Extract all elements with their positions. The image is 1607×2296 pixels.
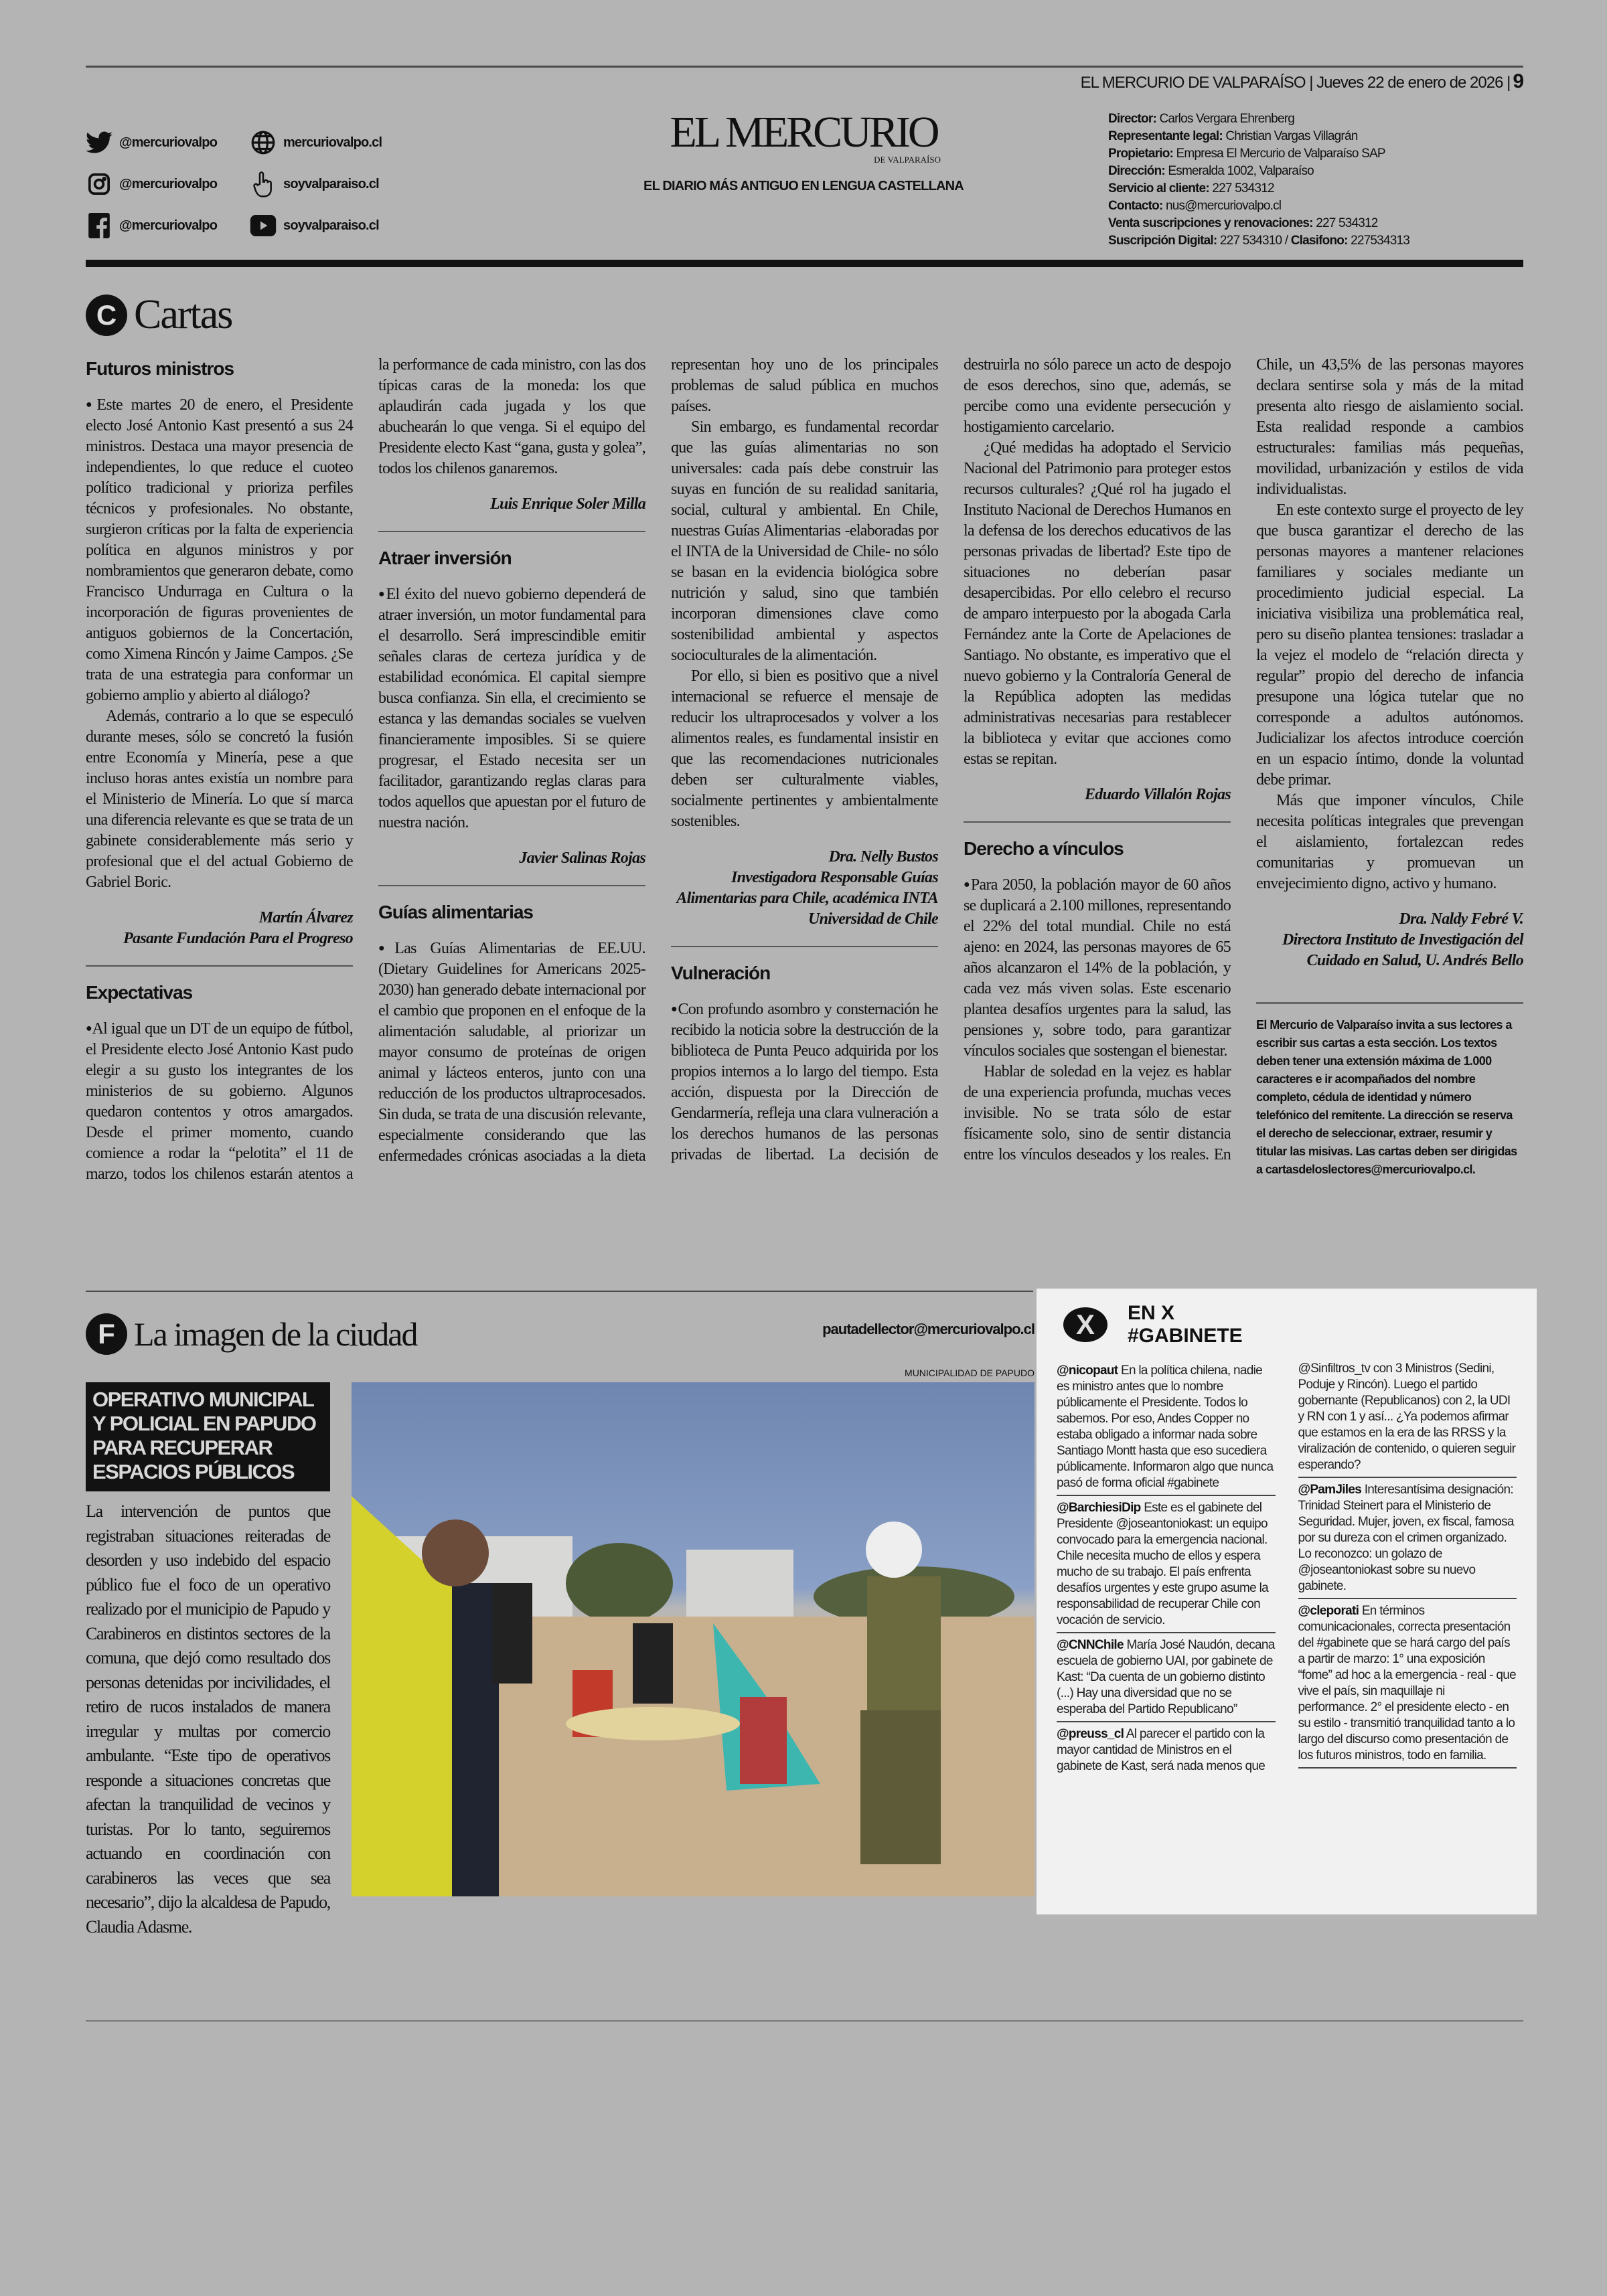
tweet-item: [1298, 1601, 1517, 1769]
letter-title: Guías alimentarias: [378, 902, 534, 922]
letter-signature: [1256, 909, 1523, 971]
letter-signature: [378, 494, 645, 515]
staff-line: Director: Carlos Vergara Ehrenberg: [1108, 112, 1295, 126]
signature-line: Investigadora Responsable Guías Alimentarias para Chile, académica INTA Universidad de Chile: [676, 869, 938, 928]
tweet-text: En términos comunicacionales, correcta presentación del #gabinete que se hará cargo del país a partir de marzo: 1° una exposición “fome” ad hoc a la emergencia - real - que vive el país, sin maquillaje ni performance. 2° el presidente electo - en su estilo - transmitió tranquilidad tanto a lo largo del discurso como presentación de los futuros ministros, todo en familia.: [1298, 1604, 1516, 1762]
tweet-handle[interactable]: @nicopaut: [1057, 1364, 1118, 1378]
en-x-heading: [1063, 1302, 1517, 1347]
social-links: [86, 129, 417, 239]
cartas-heading: [86, 291, 232, 339]
tweet-handle[interactable]: @cleporati: [1298, 1604, 1359, 1618]
staff-line: Dirección: Esmeralda 1002, Valparaíso: [1108, 164, 1314, 178]
globe-icon: [250, 129, 277, 156]
letters-submission-note: El Mercurio de Valparaíso invita a sus lectores a escribir sus cartas a esta sección. Los textos deben tener una extensión máxima de 1.000 caracteres e ir acompañados del nombre completo, cédula de identidad y número telefónico del remitente. La dirección se reserva el derecho de seleccionar, extraer, resumir y titular las misivas. Las cartas deben ser dirigidas a cartasdeloslectores@mercuriovalpo.cl.: [1256, 1002, 1523, 1179]
letter-paragraph: Además, contrario a lo que se especuló durante meses, sólo se concretó la fusión entre Economía y Minería, pese a que incluso horas antes existía un nombre para el Ministerio de Minería. Lo que sí marca una diferencia relevante es que se trata de un gabinete considerablemente más serio y profesional que el del actual Gobierno de Gabriel Boric.: [86, 708, 353, 891]
letter-paragraph: En este contexto surge el proyecto de ley que busca garantizar el derecho de las personas mayores a mantener relaciones familiares y sociales mediante un procedimiento judicial especial. La iniciativa visibiliza una problemática real, pero su diseño plantea tensiones: trasladar a la vejez el modelo de “relación directa y regular” propio del derecho de infancia presupone una lógica tutelar que no corresponde a adultos autónomos. Judicializar los afectos introduce coerción en un espacio íntimo, donde la voluntad debe primar.: [1256, 501, 1523, 789]
letters-columns: [86, 355, 1523, 1185]
signature-line: Eduardo Villalón Rojas: [1084, 786, 1231, 803]
tweet-handle[interactable]: @preuss_cl: [1057, 1727, 1124, 1741]
youtube-url: soyvalparaiso.cl: [283, 218, 379, 233]
letter-title: Expectativas: [86, 982, 193, 1003]
letter-title: Futuros ministros: [86, 358, 234, 379]
twitter-handle: @mercuriovalpo: [119, 135, 218, 150]
facebook-link[interactable]: [86, 212, 250, 239]
logo-name: EL MERCURIO: [670, 108, 937, 157]
cartas-badge: C: [86, 295, 127, 336]
page-number: 9: [1513, 70, 1523, 92]
staff-line: Suscripción Digital: 227 534310 / Clasifono: 227534313: [1108, 234, 1410, 248]
letter-paragraph: Hablar de soledad en la vejez es hablar de una experiencia profunda, muchas veces invisible. No se trata sólo de estar físicamente solo, sino de sentir distancia entre los vínculos deseados y los reales. En Chile, un 43,5% de las personas mayores declara sentirse sola y más de la mitad presenta alto riesgo de aislamiento social. Esta realidad responde a cambios estructurales: familias más pequeñas, movilidad, urbanización y estilos de vida individualistas.: [964, 356, 1523, 1163]
tweet-handle[interactable]: @CNNChile: [1057, 1638, 1124, 1652]
x-logo-icon: X: [1063, 1307, 1107, 1342]
en-x-box: [1037, 1289, 1537, 1914]
tweet-handle[interactable]: @BarchiesiDip: [1057, 1501, 1141, 1515]
letter-paragraph: ● Las Guías Alimentarias de EE.UU. (Dietary Guidelines for Americans 2025-2030) han generado debate internacional por el cambio que proponen en el enfoque de la alimentación saludable, al priorizar un mayor consumo de proteínas de origen animal y lácteos enteros, junto con una reducción de los productos ultraprocesados. Sin duda, se trata de una discusión relevante, especialmente considerando que las enfermedades crónicas asociadas a la dieta representan hoy uno de los principales problemas de salud pública en muchos países.: [378, 355, 938, 1185]
signature-line: Dra. Naldy Febré V.: [1399, 910, 1523, 928]
dateline: [1081, 70, 1523, 93]
soyvalparaiso-url: soyvalparaiso.cl: [283, 176, 379, 191]
letter-paragraph: ● El éxito del nuevo gobierno dependerá de atraer inversión, un motor fundamental para el desarrollo. Será imprescindible emitir señales claras de certeza jurídica y de estabilidad económica. El capital siempre busca confianza. Sin ella, el crecimiento se estanca y las demandas sociales se vuelven financieramente imposibles. Si se quiere progresar, el Estado necesita ser un facilitador, garantizando reglas claras para todos aquellos que apuestan por el futuro de nuestra nación.: [378, 584, 645, 833]
letter-title: Vulneración: [671, 963, 771, 983]
instagram-handle: @mercuriovalpo: [119, 176, 218, 191]
tagline: EL DIARIO MÁS ANTIGUO EN LENGUA CASTELLANA: [643, 179, 964, 193]
letter-signature: [86, 908, 353, 949]
tweet-text: Al parecer el partido con la mayor cantidad de Ministros en el gabinete de Kast, será nada menos que @Sinfiltros_tv con 3 Ministros (Sedini, Poduje y Rincón). Luego el partido gobernante (Republicanos) con 2, la UDI y RN con 1 y así... ¿Ya podemos afirmar que estamos en la era de las RRSS y la viralización de contenido, o quieren seguir esperando?: [1057, 1362, 1516, 1773]
letter-signature: [378, 848, 645, 869]
facebook-icon: [86, 212, 112, 239]
signature-line: Dra. Nelly Bustos: [828, 848, 938, 866]
city-headline: OPERATIVO MUNICIPAL Y POLICIAL EN PAPUDO PARA RECUPERAR ESPACIOS PÚBLICOS: [86, 1382, 330, 1491]
city-title: La imagen de la ciudad: [134, 1315, 417, 1353]
staff-line: Contacto: nus@mercuriovalpo.cl: [1108, 199, 1282, 213]
reader-email[interactable]: pautadellector@mercuriovalpo.cl: [822, 1321, 1035, 1337]
city-heading: [86, 1313, 416, 1355]
letter-title: Atraer inversión: [378, 548, 512, 568]
tweet-list: [1057, 1361, 1517, 1775]
signature-line: Pasante Fundación Para el Progreso: [123, 930, 353, 947]
twitter-link[interactable]: [86, 129, 250, 156]
website-link[interactable]: [250, 129, 417, 156]
tweet-item: [1057, 1635, 1276, 1722]
staff-line: Venta suscripciones y renovaciones: 227 534312: [1108, 216, 1378, 230]
tweet-item: [1298, 1480, 1517, 1599]
letter-paragraph: Más que imponer vínculos, Chile necesita políticas integrales que prevengan el aislamiento, fortalezcan redes comunitarias y promuevan un envejecimiento digno, activo y humano.: [1256, 792, 1523, 892]
signature-line: Directora Instituto de Investigación del Cuidado en Salud, U. Andrés Bello: [1282, 931, 1523, 969]
letter-article: [378, 547, 645, 886]
photo-credit: MUNICIPALIDAD DE PAPUDO: [905, 1368, 1035, 1378]
tweet-text: En la política chilena, nadie es ministro antes que lo nombre públicamente el Presidente. Todos lo sabemos. Por eso, Andes Copper no estaba obligado a informar nada sobre Santiago Montt hasta que eso sucediera públicamente. Informaron algo que nunca pasó de forma oficial #gabinete: [1057, 1364, 1274, 1490]
bottom-rule: [86, 2020, 1523, 2022]
instagram-icon: [86, 171, 112, 197]
signature-line: Luis Enrique Soler Milla: [490, 495, 645, 513]
letter-paragraph: ● Para 2050, la población mayor de 60 años se duplicará a 2.100 millones, representando el 22% del total mundial. Chile no está ajeno: en 2024, las personas mayores de 65 años alcanzaron el 14% de la población, y cada vez más viven solas. Este escenario plantea desafíos urgentes para la salud, las pensiones y, sobre todo, para garantizar vínculos sociales que sostengan el bienestar.: [964, 874, 1231, 1062]
signature-line: Martín Álvarez: [258, 909, 353, 926]
en-x-hashtag: #GABINETE: [1128, 1325, 1243, 1347]
youtube-link[interactable]: [250, 212, 417, 239]
letter-signature: [964, 785, 1231, 805]
section-rule: [86, 1291, 1033, 1292]
hand-pointer-icon: [250, 171, 277, 197]
tweet-text: Este es el gabinete del Presidente @joseantoniokast: un equipo convocado para la emergencia nacional. Chile necesita mucho de ellos y espera mucho de su trabajo. El país enfrenta desafíos urgentes y este grupo asume la responsabilidad de recuperar Chile con vocación de servicio.: [1057, 1501, 1268, 1627]
website-url: mercuriovalpo.cl: [283, 135, 382, 150]
facebook-handle: @mercuriovalpo: [119, 218, 218, 233]
twitter-icon: [86, 129, 112, 156]
city-badge: F: [86, 1313, 127, 1355]
tweet-handle[interactable]: @PamJiles: [1298, 1483, 1362, 1497]
masthead: [603, 110, 1004, 194]
letter-paragraph: ¿Qué medidas ha adoptado el Servicio Nacional del Patrimonio para proteger estos recursos culturales? ¿Qué rol ha jugado el Instituto Nacional de Derechos Humanos en la defensa de los derechos educativos de las personas privadas de libertad? Este tipo de situaciones no deberían pasar desapercibidas. Por ello celebro el recurso de amparo interpuesto por la abogada Carla Fernández ante la Corte de Apelaciones de Santiago. No obstante, es imperativo que el nuevo gobierno y la Contraloría General de la República adopten las medidas administrativas necesarias para restablecer la biblioteca y evitar que acciones como estas se repitan.: [964, 439, 1231, 768]
logo-sub: DE VALPARAÍSO: [874, 155, 941, 165]
city-body: La intervención de puntos que registraban situaciones reiteradas de desorden y uso indebido del espacio público fue el foco de un operativo realizado por el municipio de Papudo y Carabineros en distintos sectores de la comuna, que dejó como resultado dos personas detenidas por incivilidades, el retiro de rucos instalados de manera irregular y multas por comercio ambulante. “Este tipo de operativos responde a situaciones concretas que afectan la tranquilidad de vecinos y turistas. Por lo tanto, seguiremos actuando en coordinación con carabineros las veces que sea necesario”, dijo la alcaldesa de Papudo, Claudia Adasme.: [86, 1501, 330, 1937]
staff-line: Servicio al cliente: 227 534312: [1108, 181, 1274, 195]
header-bar: [86, 260, 1523, 267]
beach-photo: [352, 1382, 1035, 1896]
signature-line: Javier Salinas Rojas: [519, 849, 645, 867]
tweet-item: [1057, 1361, 1276, 1496]
en-x-title: EN X: [1128, 1302, 1175, 1324]
staff-line: Representante legal: Christian Vargas Villagrán: [1108, 129, 1358, 143]
letter-paragraph: Sin embargo, es fundamental recordar que las guías alimentarias no son universales: cada país debe construir las suyas en función de su realidad sanitaria, social, cultural y ambiental. En Chile, nuestras Guías Alimentarias -elaboradas por el INTA de la Universidad de Chile- no sólo se basan en la evidencia biológica sobre nutrición y salud, sino que también incorporan dimensiones clave como sostenibilidad ambiental y aspectos socioculturales de la alimentación.: [671, 418, 938, 664]
tweet-text: Interesantísima designación: Trinidad Steinert para el Ministerio de Seguridad. Mujer, joven, ex fiscal, famosa por su dureza con el crimen organizado. Lo reconozco: un golazo de @joseantoniokast sobre su nuevo gabinete.: [1298, 1483, 1514, 1593]
letter-signature: [671, 847, 938, 930]
youtube-icon: [250, 212, 277, 239]
letter-article: [86, 357, 353, 967]
soyvalparaiso-link[interactable]: [250, 171, 417, 197]
cartas-title: Cartas: [134, 292, 232, 337]
letter-paragraph: ● Al igual que un DT de un equipo de fútbol, el Presidente electo José Antonio Kast pudo elegir a su gusto los integrantes de los ministerios de su gobierno. Algunos quedaron contentos y otros amargados. Desde el primer momento, cuando comience a rodar la “pelotita” el 11 de marzo, todos los chilenos estarán atentos a la performance de cada ministro, con las dos típicas caras de la moneda: los que aplaudirán cada jugada y los que abuchearán lo que venga. Si el equipo del Presidente electo Kast “gana, gusta y golea”, todos los chilenos ganaremos.: [86, 355, 645, 1185]
top-rule: [86, 66, 1523, 68]
tweet-text: María José Naudón, decana escuela de gobierno UAI, por gabinete de Kast: “Da cuenta de un gobierno distinto (...) Hay una diversidad que no se esperaba del Partido Republicano”: [1057, 1638, 1275, 1716]
staff-line: Propietario: Empresa El Mercurio de Valparaíso SAP: [1108, 147, 1385, 161]
letter-paragraph: Por ello, si bien es positivo que a nivel internacional se refuerce el mensaje de reducir los ultraprocesados y volver a los alimentos reales, es fundamental insistir en que las recomendaciones nutricionales deben ser culturalmente viables, socialmente pertinentes y ambientalmente sostenibles.: [671, 667, 938, 830]
dateline-text: EL MERCURIO DE VALPARAÍSO | Jueves 22 de enero de 2026 |: [1080, 74, 1511, 92]
letter-paragraph: ● Con profundo asombro y consternación he recibido la noticia sobre la destrucción de la biblioteca de Punta Peuco adquirida por los propios internos a lo largo del tiempo. Esta acción, dispuesta por la Dirección de Gendarmería, refleja una clara vulneración a los derechos humanos de las personas privadas de libertad. La decisión de destruirla no sólo parece un acto de despojo de esos derechos, sino que, además, se percibe como una evidente persecución y hostigamiento carcelario.: [671, 355, 1231, 1185]
letter-paragraph: ● Este martes 20 de enero, el Presidente electo José Antonio Kast presentó a sus 24 ministros. Destaca una mayor presencia de independientes, lo que reduce el cuoteo político tradicional y prioriza perfiles técnicos y profesionales. No obstante, surgieron críticas por la falta de experiencia política en algunos ministros y por nombramientos que generaron debate, como Francisco Undurraga en Cultura o la incorporación de figuras provenientes de antiguos gobiernos de la Concertación, como Ximena Rincón y Jaime Campos. ¿Se trata de una estrategia para conformar un gobierno amplio y abierto al diálogo?: [86, 394, 353, 706]
instagram-link[interactable]: [86, 171, 250, 197]
letter-title: Derecho a vínculos: [964, 838, 1124, 859]
tweet-item: [1057, 1498, 1276, 1633]
staff-box: [1108, 110, 1523, 250]
